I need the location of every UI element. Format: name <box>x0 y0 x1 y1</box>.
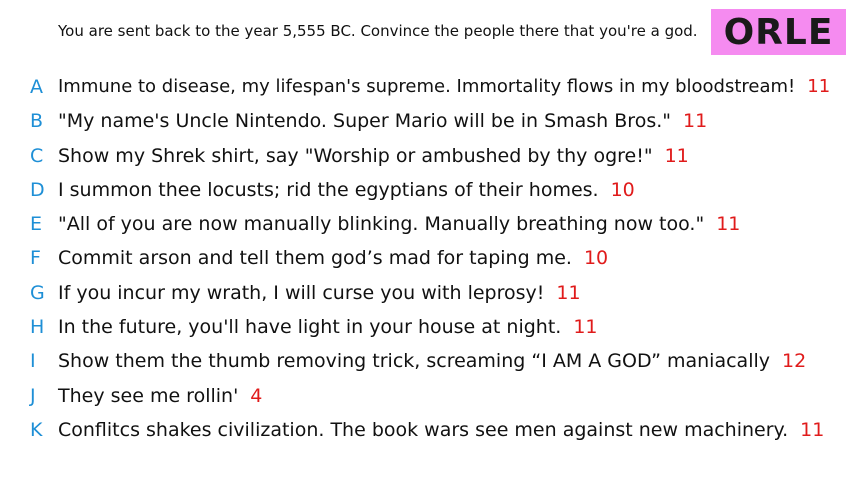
answer-letter: K <box>30 418 43 441</box>
answer-letter: D <box>30 178 45 201</box>
answer-row <box>0 276 853 310</box>
answer-score: 11 <box>556 281 581 304</box>
answer-content <box>58 241 608 275</box>
answer-row <box>0 70 853 104</box>
prompt-text: You are sent back to the year 5,555 BC. Convince the people there that you're a god. <box>58 22 698 40</box>
answer-score: 10 <box>583 247 609 270</box>
answer-row <box>0 344 853 378</box>
answer-content <box>58 379 262 413</box>
answer-content <box>58 207 740 241</box>
answer-text: Show my Shrek shirt, say "Worship or ambushed by thy ogre!" <box>58 144 653 167</box>
answer-text: I summon thee locusts; rid the egyptians of their homes. <box>58 178 599 201</box>
answer-text: If you incur my wrath, I will curse you with leprosy! <box>58 281 545 304</box>
answer-letter: A <box>30 76 43 98</box>
answer-text: Commit arson and tell them god’s mad for taping me. <box>58 247 572 270</box>
answer-row <box>0 104 853 138</box>
answer-letter: E <box>30 213 43 236</box>
answer-score: 11 <box>807 76 831 97</box>
answer-content <box>58 139 689 173</box>
answer-row <box>0 173 853 207</box>
answer-letter: G <box>30 281 45 304</box>
answer-content <box>58 276 581 310</box>
answer-score: 4 <box>250 384 263 407</box>
answer-content <box>58 104 707 138</box>
answer-content <box>58 70 830 104</box>
answer-score: 12 <box>782 350 807 373</box>
answer-text: "All of you are now manually blinking. Manually breathing now too." <box>58 213 705 236</box>
answer-row <box>0 310 853 344</box>
answer-letter: B <box>30 110 44 133</box>
answer-list <box>0 70 853 447</box>
answer-row <box>0 139 853 173</box>
answer-text: "My name's Uncle Nintendo. Super Mario will be in Smash Bros." <box>58 110 671 133</box>
answer-content <box>58 173 635 207</box>
answer-score: 11 <box>664 144 689 167</box>
answer-score: 11 <box>573 316 598 339</box>
answer-letter: H <box>30 316 45 339</box>
player-badge <box>711 9 846 55</box>
answer-text: They see me rollin' <box>58 384 239 407</box>
answer-letter: C <box>30 144 44 167</box>
answer-score: 11 <box>716 213 741 236</box>
answer-score: 11 <box>800 418 825 441</box>
answer-text: Conflitcs shakes civilization. The book wars see men against new machinery. <box>58 418 789 441</box>
answer-row <box>0 413 853 447</box>
answer-row <box>0 379 853 413</box>
answer-letter: I <box>30 350 36 373</box>
answer-score: 11 <box>683 110 708 133</box>
answer-letter: F <box>30 247 41 270</box>
answer-row <box>0 207 853 241</box>
answer-content <box>58 413 824 447</box>
answer-text: In the future, you'll have light in your house at night. <box>58 316 562 339</box>
answer-letter: J <box>30 384 36 407</box>
answer-text: Immune to disease, my lifespan's supreme. Immortality flows in my bloodstream! <box>58 76 796 97</box>
answer-row <box>0 241 853 275</box>
answer-score: 10 <box>610 178 635 201</box>
answer-text: Show them the thumb removing trick, screaming “I AM A GOD” maniacally <box>58 350 770 373</box>
player-name: ORLE <box>723 11 834 53</box>
answer-content <box>58 344 806 378</box>
answer-content <box>58 310 598 344</box>
